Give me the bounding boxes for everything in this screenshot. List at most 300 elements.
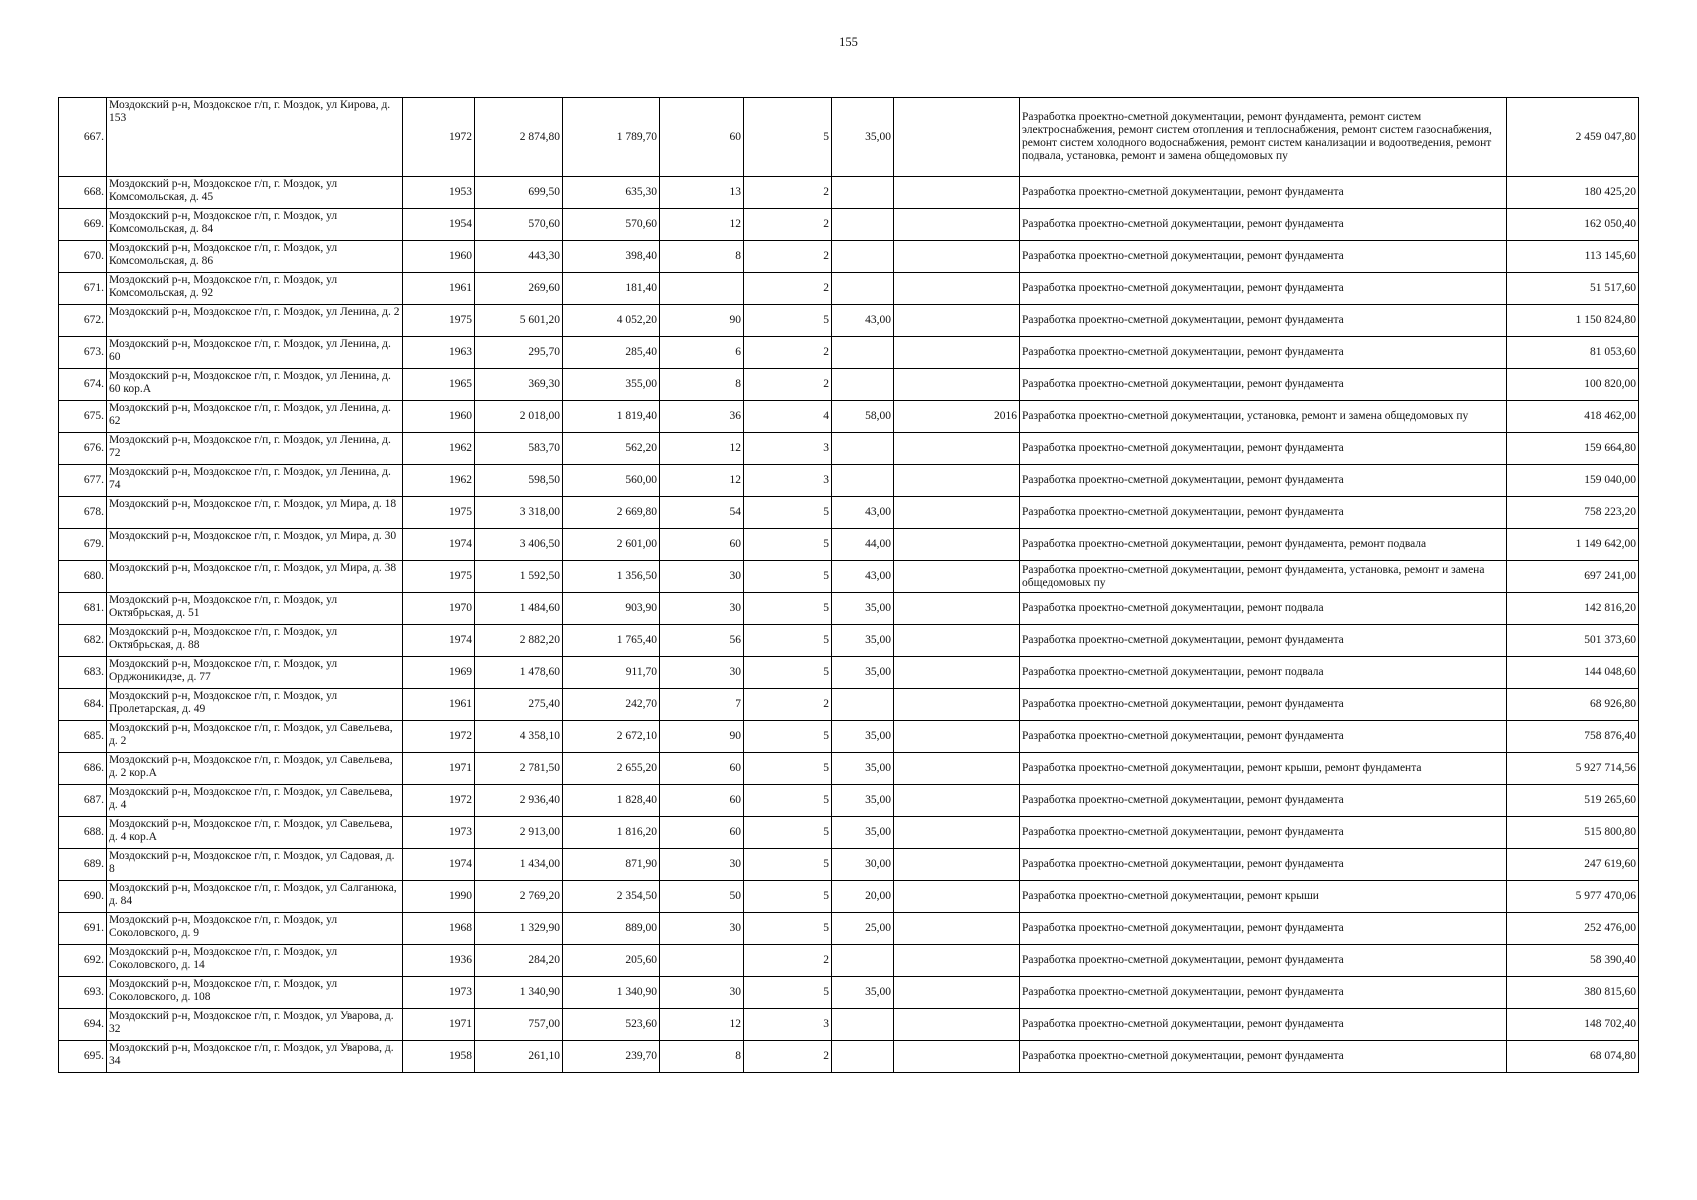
cell-total-area: 4 358,10	[475, 721, 563, 753]
cell-repair-cost: 1 150 824,80	[1507, 305, 1639, 337]
cell-repair-works: Разработка проектно-сметной документации, ремонт фундамента	[1020, 721, 1507, 753]
table-row	[59, 785, 1639, 817]
cell-wear-percent	[832, 369, 894, 401]
cell-year-built: 1961	[403, 689, 475, 721]
cell-repair-cost: 252 476,00	[1507, 913, 1639, 945]
cell-repair-cost: 697 241,00	[1507, 561, 1639, 593]
cell-residents: 54	[660, 497, 744, 529]
cell-address: Моздокский р-н, Моздокское г/п, г. Моздок, ул Ленина, д. 74	[107, 465, 403, 497]
cell-repair-works: Разработка проектно-сметной документации, ремонт фундамента	[1020, 241, 1507, 273]
cell-address: Моздокский р-н, Моздокское г/п, г. Моздок, ул Соколовского, д. 108	[107, 977, 403, 1009]
cell-wear-percent: 35,00	[832, 817, 894, 849]
table-row	[59, 241, 1639, 273]
cell-total-area: 2 936,40	[475, 785, 563, 817]
cell-repair-year	[894, 273, 1020, 305]
cell-residents	[660, 273, 744, 305]
cell-year-built: 1975	[403, 561, 475, 593]
table-body	[59, 98, 1639, 1073]
cell-wear-percent: 35,00	[832, 721, 894, 753]
cell-repair-works: Разработка проектно-сметной документации, ремонт фундамента	[1020, 625, 1507, 657]
cell-year-built: 1953	[403, 177, 475, 209]
table-row	[59, 433, 1639, 465]
cell-floors: 5	[744, 497, 832, 529]
cell-address: Моздокский р-н, Моздокское г/п, г. Моздок, ул Соколовского, д. 14	[107, 945, 403, 977]
cell-row-number: 672.	[59, 305, 107, 337]
cell-repair-cost: 5 977 470,06	[1507, 881, 1639, 913]
cell-year-built: 1962	[403, 465, 475, 497]
cell-repair-works: Разработка проектно-сметной документации, ремонт фундамента	[1020, 273, 1507, 305]
cell-wear-percent	[832, 689, 894, 721]
table-row	[59, 337, 1639, 369]
cell-total-area: 5 601,20	[475, 305, 563, 337]
table-row	[59, 98, 1639, 177]
cell-living-area: 181,40	[563, 273, 660, 305]
cell-repair-works: Разработка проектно-сметной документации, ремонт фундамента	[1020, 689, 1507, 721]
cell-repair-cost: 159 664,80	[1507, 433, 1639, 465]
cell-total-area: 295,70	[475, 337, 563, 369]
cell-repair-cost: 180 425,20	[1507, 177, 1639, 209]
cell-row-number: 686.	[59, 753, 107, 785]
cell-row-number: 689.	[59, 849, 107, 881]
cell-repair-year	[894, 913, 1020, 945]
cell-repair-works: Разработка проектно-сметной документации, ремонт фундамента	[1020, 465, 1507, 497]
cell-total-area: 3 406,50	[475, 529, 563, 561]
cell-residents: 30	[660, 593, 744, 625]
cell-year-built: 1968	[403, 913, 475, 945]
cell-repair-cost: 100 820,00	[1507, 369, 1639, 401]
cell-address: Моздокский р-н, Моздокское г/п, г. Моздок, ул Комсомольская, д. 92	[107, 273, 403, 305]
cell-residents: 60	[660, 529, 744, 561]
cell-wear-percent	[832, 241, 894, 273]
cell-wear-percent: 43,00	[832, 305, 894, 337]
cell-row-number: 692.	[59, 945, 107, 977]
cell-address: Моздокский р-н, Моздокское г/п, г. Моздок, ул Пролетарская, д. 49	[107, 689, 403, 721]
cell-address: Моздокский р-н, Моздокское г/п, г. Моздок, ул Савельева, д. 2 кор.А	[107, 753, 403, 785]
cell-residents: 7	[660, 689, 744, 721]
cell-row-number: 677.	[59, 465, 107, 497]
cell-year-built: 1970	[403, 593, 475, 625]
cell-address: Моздокский р-н, Моздокское г/п, г. Моздок, ул Октябрьская, д. 88	[107, 625, 403, 657]
cell-year-built: 1974	[403, 529, 475, 561]
cell-living-area: 205,60	[563, 945, 660, 977]
table-row	[59, 657, 1639, 689]
cell-living-area: 2 354,50	[563, 881, 660, 913]
cell-residents: 56	[660, 625, 744, 657]
cell-repair-cost: 501 373,60	[1507, 625, 1639, 657]
cell-repair-year	[894, 625, 1020, 657]
cell-repair-cost: 2 459 047,80	[1507, 98, 1639, 177]
cell-repair-works: Разработка проектно-сметной документации, ремонт фундамента	[1020, 785, 1507, 817]
cell-floors: 5	[744, 721, 832, 753]
table-row	[59, 1009, 1639, 1041]
cell-residents	[660, 945, 744, 977]
cell-residents: 60	[660, 98, 744, 177]
cell-year-built: 1971	[403, 1009, 475, 1041]
table-row	[59, 497, 1639, 529]
cell-address: Моздокский р-н, Моздокское г/п, г. Моздок, ул Савельева, д. 4 кор.А	[107, 817, 403, 849]
cell-wear-percent: 25,00	[832, 913, 894, 945]
cell-floors: 5	[744, 817, 832, 849]
cell-row-number: 685.	[59, 721, 107, 753]
cell-living-area: 1 765,40	[563, 625, 660, 657]
cell-repair-cost: 247 619,60	[1507, 849, 1639, 881]
table-row	[59, 369, 1639, 401]
cell-row-number: 693.	[59, 977, 107, 1009]
cell-address: Моздокский р-н, Моздокское г/п, г. Моздок, ул Ленина, д. 62	[107, 401, 403, 433]
cell-floors: 5	[744, 305, 832, 337]
cell-address: Моздокский р-н, Моздокское г/п, г. Моздок, ул Орджоникидзе, д. 77	[107, 657, 403, 689]
cell-living-area: 911,70	[563, 657, 660, 689]
cell-total-area: 2 913,00	[475, 817, 563, 849]
cell-wear-percent: 35,00	[832, 98, 894, 177]
cell-residents: 60	[660, 785, 744, 817]
cell-row-number: 687.	[59, 785, 107, 817]
cell-wear-percent: 30,00	[832, 849, 894, 881]
cell-living-area: 4 052,20	[563, 305, 660, 337]
cell-repair-year	[894, 1041, 1020, 1073]
cell-address: Моздокский р-н, Моздокское г/п, г. Моздок, ул Мира, д. 18	[107, 497, 403, 529]
cell-floors: 2	[744, 337, 832, 369]
cell-floors: 5	[744, 593, 832, 625]
cell-wear-percent: 35,00	[832, 657, 894, 689]
cell-row-number: 669.	[59, 209, 107, 241]
cell-repair-year	[894, 369, 1020, 401]
cell-residents: 90	[660, 305, 744, 337]
cell-wear-percent: 43,00	[832, 497, 894, 529]
cell-address: Моздокский р-н, Моздокское г/п, г. Моздок, ул Комсомольская, д. 86	[107, 241, 403, 273]
cell-row-number: 674.	[59, 369, 107, 401]
cell-floors: 5	[744, 529, 832, 561]
cell-floors: 2	[744, 369, 832, 401]
cell-floors: 5	[744, 657, 832, 689]
cell-floors: 5	[744, 98, 832, 177]
cell-row-number: 690.	[59, 881, 107, 913]
cell-row-number: 681.	[59, 593, 107, 625]
cell-repair-works: Разработка проектно-сметной документации, ремонт подвала	[1020, 593, 1507, 625]
cell-row-number: 676.	[59, 433, 107, 465]
table-row	[59, 721, 1639, 753]
cell-row-number: 684.	[59, 689, 107, 721]
cell-wear-percent	[832, 337, 894, 369]
cell-residents: 8	[660, 241, 744, 273]
cell-wear-percent	[832, 177, 894, 209]
cell-wear-percent	[832, 433, 894, 465]
cell-wear-percent	[832, 465, 894, 497]
cell-total-area: 2 882,20	[475, 625, 563, 657]
cell-residents: 30	[660, 849, 744, 881]
cell-repair-year	[894, 689, 1020, 721]
cell-living-area: 1 819,40	[563, 401, 660, 433]
cell-address: Моздокский р-н, Моздокское г/п, г. Моздок, ул Салганюка, д. 84	[107, 881, 403, 913]
table-row	[59, 529, 1639, 561]
cell-row-number: 680.	[59, 561, 107, 593]
cell-repair-works: Разработка проектно-сметной документации, ремонт фундамента	[1020, 497, 1507, 529]
cell-row-number: 683.	[59, 657, 107, 689]
cell-floors: 5	[744, 977, 832, 1009]
cell-repair-year	[894, 1009, 1020, 1041]
cell-repair-works: Разработка проектно-сметной документации, ремонт фундамента	[1020, 209, 1507, 241]
cell-row-number: 673.	[59, 337, 107, 369]
cell-residents: 12	[660, 433, 744, 465]
cell-floors: 3	[744, 465, 832, 497]
cell-living-area: 1 816,20	[563, 817, 660, 849]
cell-living-area: 903,90	[563, 593, 660, 625]
cell-address: Моздокский р-н, Моздокское г/п, г. Моздок, ул Уварова, д. 32	[107, 1009, 403, 1041]
table-row	[59, 945, 1639, 977]
cell-residents: 30	[660, 561, 744, 593]
cell-total-area: 699,50	[475, 177, 563, 209]
cell-total-area: 2 769,20	[475, 881, 563, 913]
cell-wear-percent	[832, 945, 894, 977]
cell-residents: 30	[660, 657, 744, 689]
cell-year-built: 1962	[403, 433, 475, 465]
cell-repair-works: Разработка проектно-сметной документации, ремонт подвала	[1020, 657, 1507, 689]
table-row	[59, 465, 1639, 497]
cell-residents: 13	[660, 177, 744, 209]
cell-repair-works: Разработка проектно-сметной документации, ремонт фундамента	[1020, 305, 1507, 337]
cell-repair-year	[894, 817, 1020, 849]
cell-repair-year	[894, 593, 1020, 625]
cell-total-area: 284,20	[475, 945, 563, 977]
cell-living-area: 871,90	[563, 849, 660, 881]
cell-year-built: 1971	[403, 753, 475, 785]
page-number: 155	[839, 35, 858, 49]
cell-repair-cost: 142 816,20	[1507, 593, 1639, 625]
cell-year-built: 1965	[403, 369, 475, 401]
cell-floors: 3	[744, 433, 832, 465]
cell-total-area: 2 018,00	[475, 401, 563, 433]
cell-year-built: 1975	[403, 305, 475, 337]
cell-floors: 2	[744, 273, 832, 305]
cell-residents: 30	[660, 977, 744, 1009]
cell-repair-cost: 148 702,40	[1507, 1009, 1639, 1041]
cell-living-area: 2 601,00	[563, 529, 660, 561]
cell-repair-works: Разработка проектно-сметной документации, ремонт фундамента, ремонт подвала	[1020, 529, 1507, 561]
cell-living-area: 2 672,10	[563, 721, 660, 753]
table-row	[59, 625, 1639, 657]
cell-living-area: 889,00	[563, 913, 660, 945]
cell-repair-year	[894, 881, 1020, 913]
cell-wear-percent: 44,00	[832, 529, 894, 561]
table-row	[59, 305, 1639, 337]
table-row	[59, 593, 1639, 625]
cell-living-area: 2 655,20	[563, 753, 660, 785]
cell-living-area: 562,20	[563, 433, 660, 465]
cell-floors: 5	[744, 849, 832, 881]
cell-total-area: 1 484,60	[475, 593, 563, 625]
cell-repair-year	[894, 98, 1020, 177]
cell-repair-works: Разработка проектно-сметной документации, ремонт крыши, ремонт фундамента	[1020, 753, 1507, 785]
cell-floors: 5	[744, 913, 832, 945]
cell-living-area: 1 356,50	[563, 561, 660, 593]
cell-floors: 5	[744, 561, 832, 593]
cell-row-number: 678.	[59, 497, 107, 529]
cell-total-area: 1 592,50	[475, 561, 563, 593]
table-row	[59, 209, 1639, 241]
cell-total-area: 261,10	[475, 1041, 563, 1073]
table-row	[59, 849, 1639, 881]
cell-repair-cost: 380 815,60	[1507, 977, 1639, 1009]
cell-repair-cost: 144 048,60	[1507, 657, 1639, 689]
cell-repair-works: Разработка проектно-сметной документации, ремонт фундамента	[1020, 1009, 1507, 1041]
cell-living-area: 398,40	[563, 241, 660, 273]
cell-floors: 2	[744, 209, 832, 241]
cell-residents: 60	[660, 753, 744, 785]
cell-wear-percent: 35,00	[832, 593, 894, 625]
cell-floors: 4	[744, 401, 832, 433]
cell-repair-year	[894, 497, 1020, 529]
cell-living-area: 523,60	[563, 1009, 660, 1041]
cell-living-area: 1 340,90	[563, 977, 660, 1009]
cell-residents: 90	[660, 721, 744, 753]
cell-wear-percent	[832, 273, 894, 305]
cell-living-area: 1 828,40	[563, 785, 660, 817]
cell-repair-works: Разработка проектно-сметной документации, ремонт крыши	[1020, 881, 1507, 913]
cell-address: Моздокский р-н, Моздокское г/п, г. Моздок, ул Савельева, д. 4	[107, 785, 403, 817]
cell-repair-year	[894, 465, 1020, 497]
table-row	[59, 817, 1639, 849]
cell-living-area: 355,00	[563, 369, 660, 401]
cell-total-area: 269,60	[475, 273, 563, 305]
cell-repair-year	[894, 753, 1020, 785]
cell-repair-cost: 159 040,00	[1507, 465, 1639, 497]
cell-address: Моздокский р-н, Моздокское г/п, г. Моздок, ул Садовая, д. 8	[107, 849, 403, 881]
cell-residents: 60	[660, 817, 744, 849]
cell-year-built: 1958	[403, 1041, 475, 1073]
cell-repair-cost: 113 145,60	[1507, 241, 1639, 273]
cell-address: Моздокский р-н, Моздокское г/п, г. Моздок, ул Ленина, д. 60	[107, 337, 403, 369]
cell-address: Моздокский р-н, Моздокское г/п, г. Моздок, ул Октябрьская, д. 51	[107, 593, 403, 625]
table-row	[59, 561, 1639, 593]
cell-repair-year	[894, 241, 1020, 273]
cell-year-built: 1960	[403, 401, 475, 433]
cell-repair-cost: 68 926,80	[1507, 689, 1639, 721]
cell-residents: 8	[660, 1041, 744, 1073]
cell-repair-works: Разработка проектно-сметной документации, ремонт фундамента	[1020, 369, 1507, 401]
cell-repair-year	[894, 177, 1020, 209]
cell-row-number: 668.	[59, 177, 107, 209]
cell-total-area: 1 329,90	[475, 913, 563, 945]
cell-living-area: 570,60	[563, 209, 660, 241]
cell-total-area: 2 781,50	[475, 753, 563, 785]
housing-repair-table	[58, 97, 1639, 1073]
cell-residents: 12	[660, 209, 744, 241]
cell-repair-cost: 81 053,60	[1507, 337, 1639, 369]
cell-wear-percent	[832, 1009, 894, 1041]
cell-wear-percent: 20,00	[832, 881, 894, 913]
cell-wear-percent	[832, 1041, 894, 1073]
table-row	[59, 689, 1639, 721]
cell-floors: 2	[744, 689, 832, 721]
cell-repair-cost: 1 149 642,00	[1507, 529, 1639, 561]
cell-address: Моздокский р-н, Моздокское г/п, г. Моздок, ул Мира, д. 38	[107, 561, 403, 593]
cell-row-number: 675.	[59, 401, 107, 433]
cell-year-built: 1990	[403, 881, 475, 913]
cell-row-number: 670.	[59, 241, 107, 273]
cell-floors: 2	[744, 945, 832, 977]
cell-repair-year	[894, 561, 1020, 593]
cell-total-area: 1 340,90	[475, 977, 563, 1009]
cell-year-built: 1969	[403, 657, 475, 689]
cell-total-area: 275,40	[475, 689, 563, 721]
cell-repair-works: Разработка проектно-сметной документации, ремонт фундамента, ремонт систем электроснабжения, ремонт систем отопления и теплоснабжения, ремонт систем газоснабжения, ремонт систем холодного водоснабжения, ремонт систем канализации и водоотведения, ремонт подвала, установка, ремонт и замена общедомовых пу	[1020, 98, 1507, 177]
cell-repair-year: 2016	[894, 401, 1020, 433]
cell-address: Моздокский р-н, Моздокское г/п, г. Моздок, ул Савельева, д. 2	[107, 721, 403, 753]
cell-row-number: 691.	[59, 913, 107, 945]
cell-year-built: 1974	[403, 849, 475, 881]
cell-address: Моздокский р-н, Моздокское г/п, г. Моздок, ул Ленина, д. 60 кор.А	[107, 369, 403, 401]
cell-address: Моздокский р-н, Моздокское г/п, г. Моздок, ул Ленина, д. 72	[107, 433, 403, 465]
cell-total-area: 1 434,00	[475, 849, 563, 881]
cell-year-built: 1972	[403, 98, 475, 177]
cell-total-area: 443,30	[475, 241, 563, 273]
cell-repair-works: Разработка проектно-сметной документации, установка, ремонт и замена общедомовых пу	[1020, 401, 1507, 433]
cell-year-built: 1975	[403, 497, 475, 529]
cell-repair-works: Разработка проектно-сметной документации, ремонт фундамента	[1020, 177, 1507, 209]
cell-repair-year	[894, 657, 1020, 689]
cell-total-area: 598,50	[475, 465, 563, 497]
cell-residents: 50	[660, 881, 744, 913]
cell-residents: 30	[660, 913, 744, 945]
cell-repair-cost: 758 876,40	[1507, 721, 1639, 753]
cell-year-built: 1954	[403, 209, 475, 241]
cell-row-number: 694.	[59, 1009, 107, 1041]
cell-address: Моздокский р-н, Моздокское г/п, г. Моздок, ул Уварова, д. 34	[107, 1041, 403, 1073]
cell-address: Моздокский р-н, Моздокское г/п, г. Моздок, ул Ленина, д. 2	[107, 305, 403, 337]
cell-floors: 5	[744, 625, 832, 657]
table-row	[59, 1041, 1639, 1073]
cell-year-built: 1936	[403, 945, 475, 977]
cell-residents: 12	[660, 1009, 744, 1041]
cell-total-area: 2 874,80	[475, 98, 563, 177]
cell-repair-works: Разработка проектно-сметной документации, ремонт фундамента	[1020, 945, 1507, 977]
cell-year-built: 1973	[403, 977, 475, 1009]
cell-repair-year	[894, 433, 1020, 465]
cell-floors: 5	[744, 881, 832, 913]
cell-repair-cost: 68 074,80	[1507, 1041, 1639, 1073]
cell-repair-works: Разработка проектно-сметной документации, ремонт фундамента	[1020, 1041, 1507, 1073]
cell-residents: 12	[660, 465, 744, 497]
cell-living-area: 1 789,70	[563, 98, 660, 177]
table-row	[59, 977, 1639, 1009]
cell-total-area: 583,70	[475, 433, 563, 465]
cell-repair-cost: 51 517,60	[1507, 273, 1639, 305]
cell-repair-works: Разработка проектно-сметной документации, ремонт фундамента	[1020, 977, 1507, 1009]
cell-repair-year	[894, 849, 1020, 881]
cell-repair-works: Разработка проектно-сметной документации, ремонт фундамента	[1020, 849, 1507, 881]
cell-row-number: 695.	[59, 1041, 107, 1073]
cell-repair-year	[894, 785, 1020, 817]
cell-repair-cost: 758 223,20	[1507, 497, 1639, 529]
cell-row-number: 682.	[59, 625, 107, 657]
cell-repair-year	[894, 209, 1020, 241]
cell-wear-percent: 35,00	[832, 753, 894, 785]
cell-year-built: 1973	[403, 817, 475, 849]
table-row	[59, 401, 1639, 433]
cell-address: Моздокский р-н, Моздокское г/п, г. Моздок, ул Комсомольская, д. 84	[107, 209, 403, 241]
cell-repair-cost: 519 265,60	[1507, 785, 1639, 817]
cell-repair-cost: 5 927 714,56	[1507, 753, 1639, 785]
cell-repair-cost: 418 462,00	[1507, 401, 1639, 433]
cell-living-area: 239,70	[563, 1041, 660, 1073]
cell-residents: 6	[660, 337, 744, 369]
cell-repair-year	[894, 529, 1020, 561]
cell-year-built: 1974	[403, 625, 475, 657]
cell-total-area: 757,00	[475, 1009, 563, 1041]
cell-year-built: 1972	[403, 785, 475, 817]
cell-repair-works: Разработка проектно-сметной документации, ремонт фундамента	[1020, 817, 1507, 849]
cell-residents: 8	[660, 369, 744, 401]
